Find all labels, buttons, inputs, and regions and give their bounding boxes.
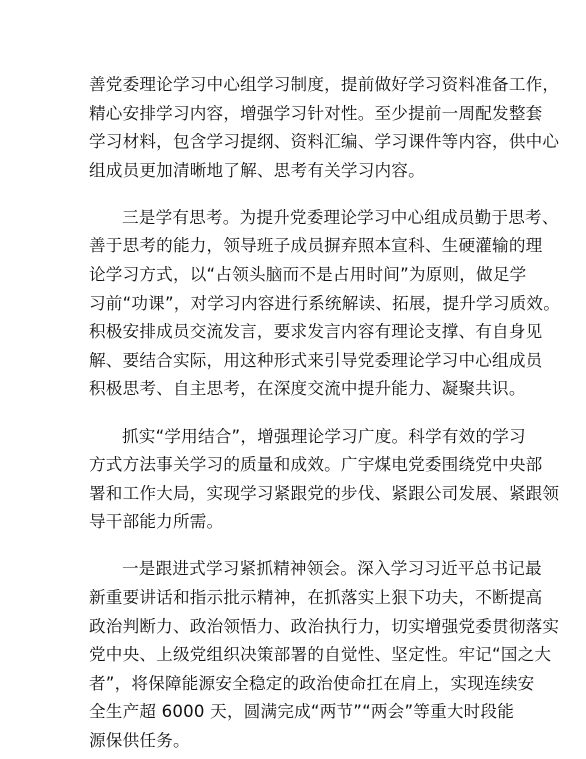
text-line: 一是跟进式学习紧抓精神领会。深入学习习近平总书记最 — [122, 559, 542, 579]
paragraph-follow-up-study — [89, 555, 560, 755]
text-line: 学习材料，包含学习提纲、资料汇编、学习课件等内容，供中心 — [89, 132, 560, 152]
text-line: 善党委理论学习中心组学习制度，提前做好学习资料准备工作， — [89, 75, 560, 94]
text-line: 组成员更加清晰地了解、思考有关学习内容。 — [89, 160, 425, 180]
text-line: 署和工作大局，实现学习紧跟党的步伐、紧跟公司发展、紧跟领 — [89, 483, 560, 503]
text-line: 三是学有思考。为提升党委理论学习中心组成员勤于思考、 — [122, 207, 559, 227]
text-line: 善于思考的能力，领导班子成员摒弃照本宣科、生硬灌输的理 — [89, 236, 543, 256]
text-line: 积极思考、自主思考，在深度交流中提升能力、凝聚共识。 — [89, 379, 526, 399]
text-line: 抓实“学用结合”，增强理论学习广度。科学有效的学习 — [122, 426, 526, 446]
text-line: 论学习方式，以“占领头脑而不是占用时间”为原则，做足学 — [89, 265, 527, 285]
text-line: 新重要讲话和指示批示精神，在抓落实上狠下功夫，不断提高 — [89, 588, 543, 607]
text-line: 全生产超 6000 天，圆满完成“两节”“两会”等重大时段能 — [89, 702, 515, 722]
text-line: 解、要结合实际，用这种形式来引导党委理论学习中心组成员 — [89, 350, 543, 370]
text-line: 习前“功课”，对学习内容进行系统解读、拓展，提升学习质效。 — [89, 293, 561, 313]
document-body — [89, 71, 561, 756]
text-line: 源保供任务。 — [89, 730, 190, 750]
text-line: 积极安排成员交流发言，要求发言内容有理论支撑、有自身见 — [89, 322, 543, 342]
text-line: 方式方法事关学习的质量和成效。广宇煤电党委围绕党中央部 — [89, 455, 543, 475]
paragraph-study-thinking — [89, 204, 561, 404]
paragraph-study-system — [89, 71, 560, 185]
text-line: 政治判断力、政治领悟力、政治执行力，切实增强党委贯彻落实 — [89, 616, 560, 636]
text-line: 导干部能力所需。 — [89, 512, 224, 532]
text-line: 精心安排学习内容，增强学习针对性。至少提前一周配发整套 — [89, 103, 543, 123]
text-line: 党中央、上级党组织决策部署的自觉性、坚定性。牢记“国之大 — [89, 645, 552, 665]
paragraph-learning-application — [89, 423, 560, 537]
text-line: 者”，将保障能源安全稳定的政治使命扛在肩上，实现连续安 — [89, 673, 535, 693]
